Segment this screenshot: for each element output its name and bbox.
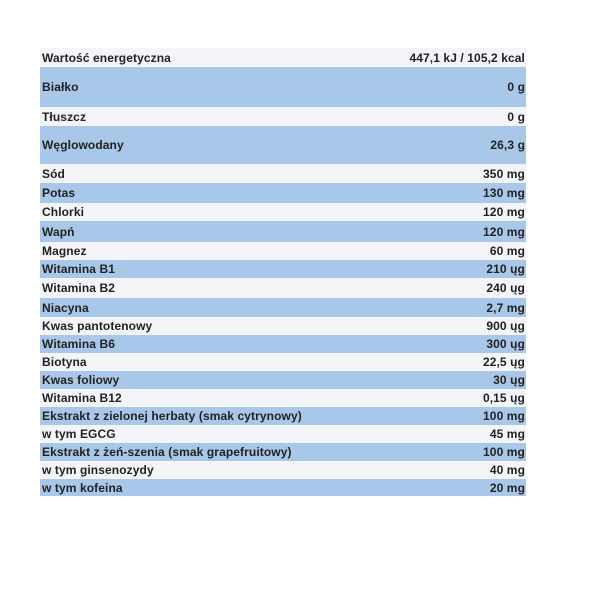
row-value: 100 mg [483,445,525,459]
row-value: 120 mg [483,224,525,239]
row-value: 130 mg [483,186,525,200]
row-label: Witamina B1 [42,262,116,276]
row-label: Ekstrakt z żeń-szenia (smak grapefruitowy) [42,445,292,459]
table-row-vitamin-b6 [40,335,526,353]
row-value: 240 ųg [486,281,525,295]
row-value: 40 mg [489,463,525,477]
table-row-biotin [40,353,526,371]
row-value: 210 ųg [486,262,525,276]
table-row-potassium [40,183,526,203]
table-row-calcium [40,221,526,242]
row-value: 30 ųg [493,373,525,387]
table-row-chlorides [40,203,526,221]
row-label: Witamina B6 [42,337,116,351]
row-label: Witamina B12 [42,391,122,405]
row-value: 2,7 mg [486,300,525,315]
table-row-folic-acid [40,371,526,389]
table-row-egcg [40,425,526,443]
table-row-protein [40,67,526,107]
row-label: Sód [42,166,65,181]
row-label: Magnez [42,244,87,258]
row-value: 350 mg [483,166,525,181]
row-value: 45 mg [489,427,525,441]
table-row-vitamin-b12 [40,389,526,407]
row-label: Białko [42,80,79,94]
row-label: Wapń [42,224,75,239]
row-value: 100 mg [483,409,525,423]
row-value: 20 mg [489,480,525,495]
table-row-ginsenosides [40,461,526,479]
nutrition-table [40,48,526,496]
row-label: Biotyna [42,355,87,369]
table-row-niacin [40,298,526,317]
row-value: 900 ųg [486,319,525,333]
row-label: Potas [42,186,76,200]
table-row-vitamin-b2 [40,278,526,298]
row-value: 26,3 g [490,138,525,152]
table-row-fat [40,107,526,126]
table-row-carbohydrates [40,126,526,164]
row-label: Niacyna [42,300,89,315]
table-row-energy [40,48,526,67]
row-label: Chlorki [42,205,85,219]
row-value: 22,5 ųg [482,355,525,369]
row-label: Ekstrakt z zielonej herbaty (smak cytrynowy) [42,409,302,423]
row-label: Kwas foliowy [42,373,120,387]
row-label: w tym kofeina [42,480,123,495]
row-value: 0 g [507,80,525,94]
row-label: w tym ginsenozydy [42,463,154,477]
row-label: Tłuszcz [42,109,87,124]
row-value: 0 g [507,109,525,124]
row-label: w tym EGCG [42,427,116,441]
table-row-pantothenic-acid [40,317,526,335]
table-row-green-tea-extract [40,407,526,425]
row-value: 300 ųg [486,337,525,351]
row-label: Witamina B2 [42,281,116,295]
row-value: 60 mg [489,244,525,258]
table-row-caffeine [40,479,526,496]
row-value: 447,1 kJ / 105,2 kcal [409,50,525,65]
row-label: Wartość energetyczna [42,50,171,65]
table-row-sodium [40,164,526,183]
row-label: Kwas pantotenowy [42,319,153,333]
row-value: 0,15 ųg [482,391,525,405]
table-row-vitamin-b1 [40,260,526,278]
table-row-magnesium [40,242,526,260]
row-label: Węglowodany [42,138,124,152]
row-value: 120 mg [483,205,525,219]
table-row-ginseng-extract [40,443,526,461]
